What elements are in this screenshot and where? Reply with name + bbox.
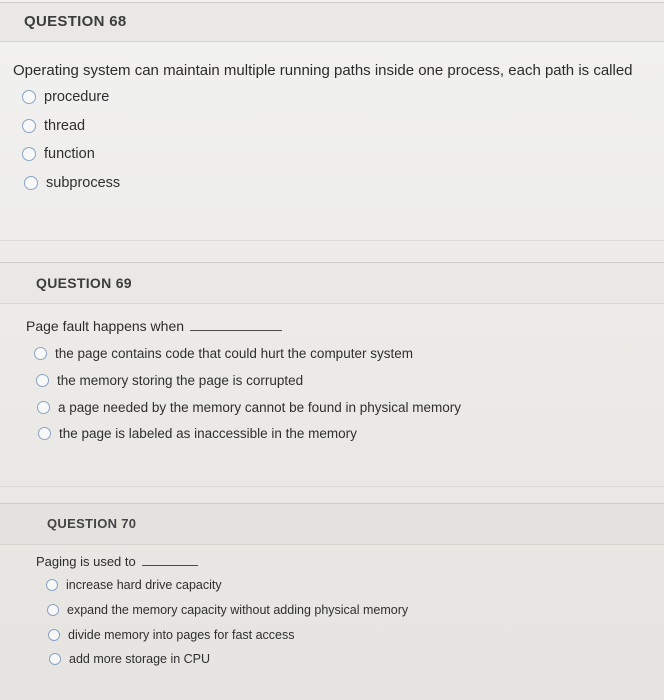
question-70-text bbox=[36, 554, 198, 569]
radio-button-icon[interactable] bbox=[22, 90, 36, 104]
answer-blank bbox=[190, 330, 282, 331]
question-70-option-3[interactable] bbox=[48, 628, 295, 642]
radio-button-icon[interactable] bbox=[36, 374, 49, 387]
option-label: the memory storing the page is corrupted bbox=[57, 373, 304, 388]
option-label: thread bbox=[44, 118, 86, 134]
question-68-option-thread[interactable] bbox=[22, 118, 85, 134]
question-70-option-2[interactable] bbox=[47, 603, 408, 617]
question-69-option-3[interactable] bbox=[37, 400, 461, 415]
option-label: the page is labeled as inaccessible in the memory bbox=[59, 426, 357, 441]
radio-button-icon[interactable] bbox=[34, 347, 47, 360]
question-68-text: Operating system can maintain multiple running paths inside one process, each path is called bbox=[13, 62, 633, 79]
question-70-option-1[interactable] bbox=[46, 578, 222, 592]
question-69-option-4[interactable] bbox=[38, 426, 357, 441]
question-69-option-1[interactable] bbox=[34, 346, 413, 361]
radio-button-icon[interactable] bbox=[38, 427, 51, 440]
question-68-option-function[interactable] bbox=[22, 146, 95, 162]
radio-button-icon[interactable] bbox=[24, 176, 38, 190]
option-label: the page contains code that could hurt the computer system bbox=[55, 346, 413, 361]
question-70-option-4[interactable] bbox=[49, 652, 210, 666]
question-68-option-subprocess[interactable] bbox=[24, 175, 120, 191]
option-label: subprocess bbox=[46, 175, 121, 191]
question-69-text bbox=[26, 318, 282, 334]
option-label: function bbox=[44, 146, 95, 162]
radio-button-icon[interactable] bbox=[37, 401, 50, 414]
question-68-title: QUESTION 68 bbox=[24, 13, 127, 30]
option-label: procedure bbox=[44, 89, 110, 105]
answer-blank bbox=[142, 565, 198, 566]
question-69-title: QUESTION 69 bbox=[36, 275, 132, 291]
radio-button-icon[interactable] bbox=[47, 604, 59, 616]
section-divider bbox=[0, 486, 664, 487]
radio-button-icon[interactable] bbox=[46, 579, 58, 591]
option-label: a page needed by the memory cannot be found in physical memory bbox=[58, 400, 461, 415]
radio-button-icon[interactable] bbox=[49, 653, 61, 665]
question-69-option-2[interactable] bbox=[36, 373, 303, 388]
option-label: expand the memory capacity without adding physical memory bbox=[67, 603, 409, 617]
question-68-option-procedure[interactable] bbox=[22, 89, 109, 105]
option-label: divide memory into pages for fast access bbox=[68, 628, 295, 642]
option-label: add more storage in CPU bbox=[69, 652, 211, 666]
option-label: increase hard drive capacity bbox=[66, 578, 222, 592]
radio-button-icon[interactable] bbox=[48, 629, 60, 641]
radio-button-icon[interactable] bbox=[22, 147, 36, 161]
question-70-title: QUESTION 70 bbox=[47, 516, 137, 531]
question-70-prompt: Paging is used to bbox=[36, 554, 136, 569]
radio-button-icon[interactable] bbox=[22, 119, 36, 133]
question-69-prompt: Page fault happens when bbox=[26, 318, 185, 334]
section-divider bbox=[0, 240, 664, 241]
